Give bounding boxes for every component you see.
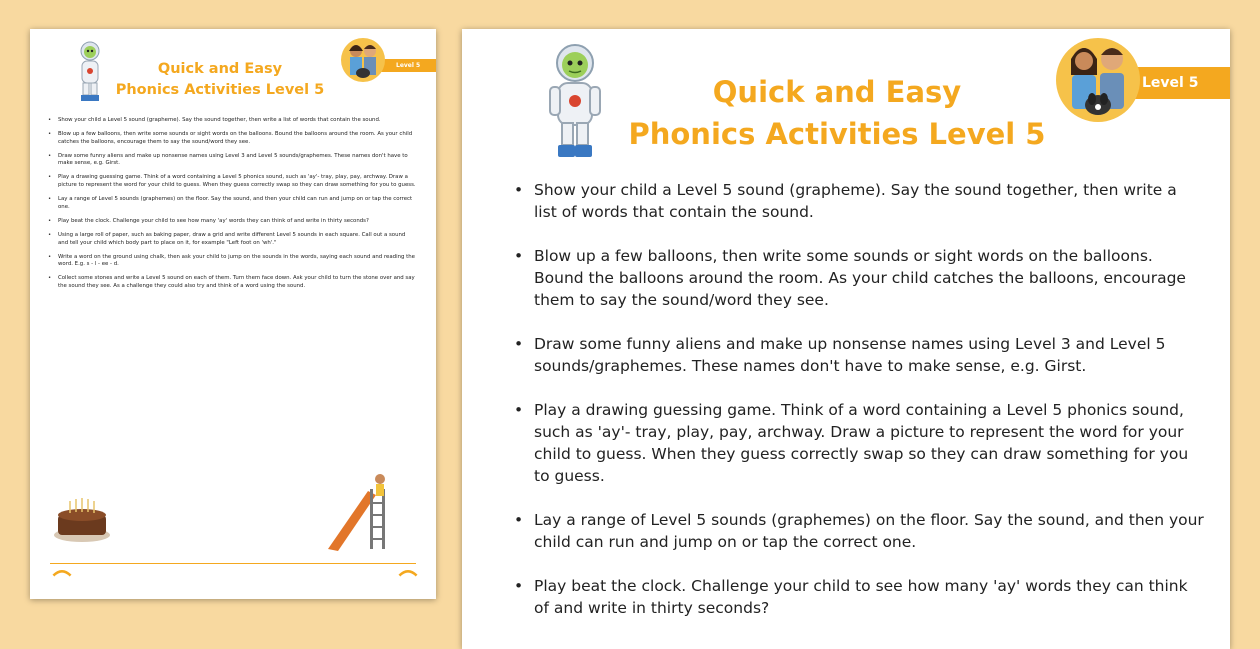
list-item: • Write a word on the ground using chalk, then ask your child to jump on the sounds in the words, saying each sound and reading the word. E.g. s - l - ee - d.: [48, 254, 416, 269]
list-item: • Show your child a Level 5 sound (grapheme). Say the sound together, then write a list of words that contain the sound.: [48, 117, 416, 125]
title-line-1: Quick and Easy: [712, 75, 962, 109]
list-item: • Using a large roll of paper, such as baking paper, draw a grid and write different Level 5 sounds in each square. Call out a sound and tell your child which body part to place on it, for example "Left foot on 'wh'.": [48, 232, 416, 247]
level-badge: Level 5: [380, 59, 436, 72]
level-badge: Level 5: [1102, 67, 1230, 99]
activity-list: [48, 117, 416, 297]
worksheet-title: [622, 71, 1052, 155]
children-dog-icon: [340, 37, 386, 83]
list-item: • Collect some stones and write a Level 5 sound on each of them. Turn them face down. Ask your child to turn the stone over and say the sound they see. As a challenge they could also try and think of a word using the sound.: [48, 275, 416, 290]
list-item: • Lay a range of Level 5 sounds (graphemes) on the floor. Say the sound, and then your child can run and jump on or tap the correct one.: [48, 196, 416, 211]
activity-list: [514, 179, 1204, 641]
list-item: • Play beat the clock. Challenge your child to see how many 'ay' words they can think of and write in thirty seconds?: [48, 218, 416, 226]
title-line-1: Quick and Easy: [157, 61, 283, 77]
title-line-2: Phonics Activities Level 5: [628, 117, 1046, 151]
list-item: • Blow up a few balloons, then write some sounds or sight words on the balloons. Bound the balloons around the room. As your child catches the balloons, encourage them to say the sound/word they see.: [514, 245, 1204, 311]
list-item: • Lay a range of Level 5 sounds (graphemes) on the floor. Say the sound, and then your child can run and jump on or tap the correct one.: [514, 509, 1204, 553]
list-item: • Blow up a few balloons, then write some sounds or sight words on the balloons. Bound the balloons around the room. As your child catches the balloons, encourage them to say the sound/word they see.: [48, 131, 416, 146]
slide-icon: [322, 469, 392, 553]
worksheet-main: [462, 29, 1230, 649]
footer-rule: [50, 563, 416, 564]
list-item: • Play beat the clock. Challenge your child to see how many 'ay' words they can think of and write in thirty seconds?: [514, 575, 1204, 619]
list-item: • Play a drawing guessing game. Think of a word containing a Level 5 phonics sound, such as 'ay'- tray, play, pay, archway. Draw a picture to represent the word for your child to guess. When they guess correctly swap so they can draw something for you to guess.: [48, 174, 416, 189]
birthday-cake-icon: [52, 493, 112, 543]
list-item: • Draw some funny aliens and make up nonsense names using Level 3 and Level 5 sounds/graphemes. These names don't have to make sense, e.g. Girst.: [48, 153, 416, 168]
publisher-logo-icon: [50, 567, 74, 579]
children-dog-icon: [1054, 35, 1142, 125]
worksheet-thumbnail: [30, 29, 436, 599]
astronaut-icon: [72, 41, 108, 105]
list-item: • Show your child a Level 5 sound (grapheme). Say the sound together, then write a list of words that contain the sound.: [514, 179, 1204, 223]
worksheet-title: [110, 59, 330, 101]
publisher-logo-icon: [396, 567, 420, 579]
list-item: • Draw some funny aliens and make up nonsense names using Level 3 and Level 5 sounds/graphemes. These names don't have to make sense, e.g. Girst.: [514, 333, 1204, 377]
astronaut-icon: [544, 43, 606, 163]
title-line-2: Phonics Activities Level 5: [115, 82, 325, 98]
list-item: • Play a drawing guessing game. Think of a word containing a Level 5 phonics sound, such as 'ay'- tray, play, pay, archway. Draw a picture to represent the word for your child to guess. When they guess correctly swap so they can draw something for you to guess.: [514, 399, 1204, 487]
